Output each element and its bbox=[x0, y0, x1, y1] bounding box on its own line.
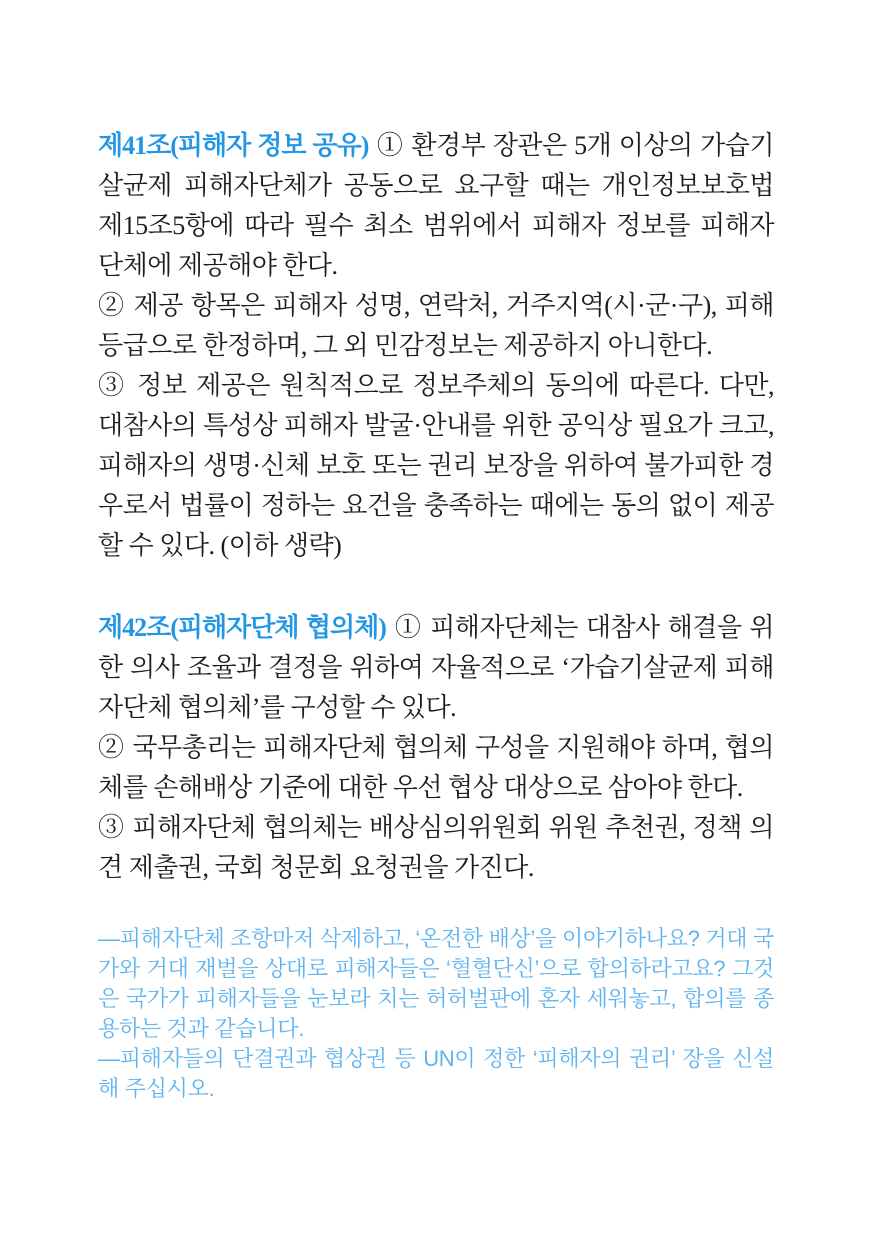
article-42-section bbox=[98, 608, 774, 888]
document-content bbox=[98, 126, 774, 1104]
article-42-heading: 제42조(피해자단체 협의체) bbox=[98, 613, 386, 642]
commentary-paragraph-2: —피해자들의 단결권과 협상권 등 UN이 정한 ‘피해자의 권리’ 장을 신설해 주십시오. bbox=[98, 1046, 774, 1101]
article-42-clause-1-text: ① 피해자단체는 대참사 해결을 위한 의사 조율과 결정을 위하여 자율적으로 ‘가습기살균제 피해자단체 협의체’를 구성할 수 있다. bbox=[98, 613, 774, 722]
article-42-clause-1 bbox=[98, 608, 774, 728]
commentary-paragraph-1: —피해자단체 조항마저 삭제하고, ‘온전한 배상’을 이야기하나요? 거대 국가와 거대 재벌을 상대로 피해자들은 ‘혈혈단신’으로 합의하라고요? 그것은 국가가 피해자들을 눈보라 치는 허허벌판에 혼자 세워놓고, 합의를 종용하는 것과 같습니다. bbox=[98, 926, 774, 1041]
article-42-clause-2: ② 국무총리는 피해자단체 협의체 구성을 지원해야 하며, 협의체를 손해배상 기준에 대한 우선 협상 대상으로 삼아야 한다. bbox=[98, 733, 774, 802]
article-41-clause-1 bbox=[98, 126, 774, 286]
article-41-clause-2: ② 제공 항목은 피해자 성명, 연락처, 거주지역(시·군·구), 피해등급으로 한정하며, 그 외 민감정보는 제공하지 아니한다. bbox=[98, 291, 774, 360]
article-41-section bbox=[98, 126, 774, 566]
article-41-heading: 제41조(피해자 정보 공유) bbox=[98, 131, 369, 160]
article-42-clause-3: ③ 피해자단체 협의체는 배상심의위원회 위원 추천권, 정책 의견 제출권, 국회 청문회 요청권을 가진다. bbox=[98, 813, 774, 882]
article-41-clause-1-text: ① 환경부 장관은 5개 이상의 가습기살균제 피해자단체가 공동으로 요구할 때는 개인정보보호법 제15조5항에 따라 필수 최소 범위에서 피해자 정보를 피해자 단체에 제공해야 한다. bbox=[98, 131, 774, 280]
commentary-section bbox=[98, 924, 774, 1104]
article-41-clause-3: ③ 정보 제공은 원칙적으로 정보주체의 동의에 따른다. 다만, 대참사의 특성상 피해자 발굴·안내를 위한 공익상 필요가 크고, 피해자의 생명·신체 보호 또는 권리 보장을 위하여 불가피한 경우로서 법률이 정하는 요건을 충족하는 때에는 동의 없이 제공할 수 있다. (이하 생략) bbox=[98, 371, 774, 560]
